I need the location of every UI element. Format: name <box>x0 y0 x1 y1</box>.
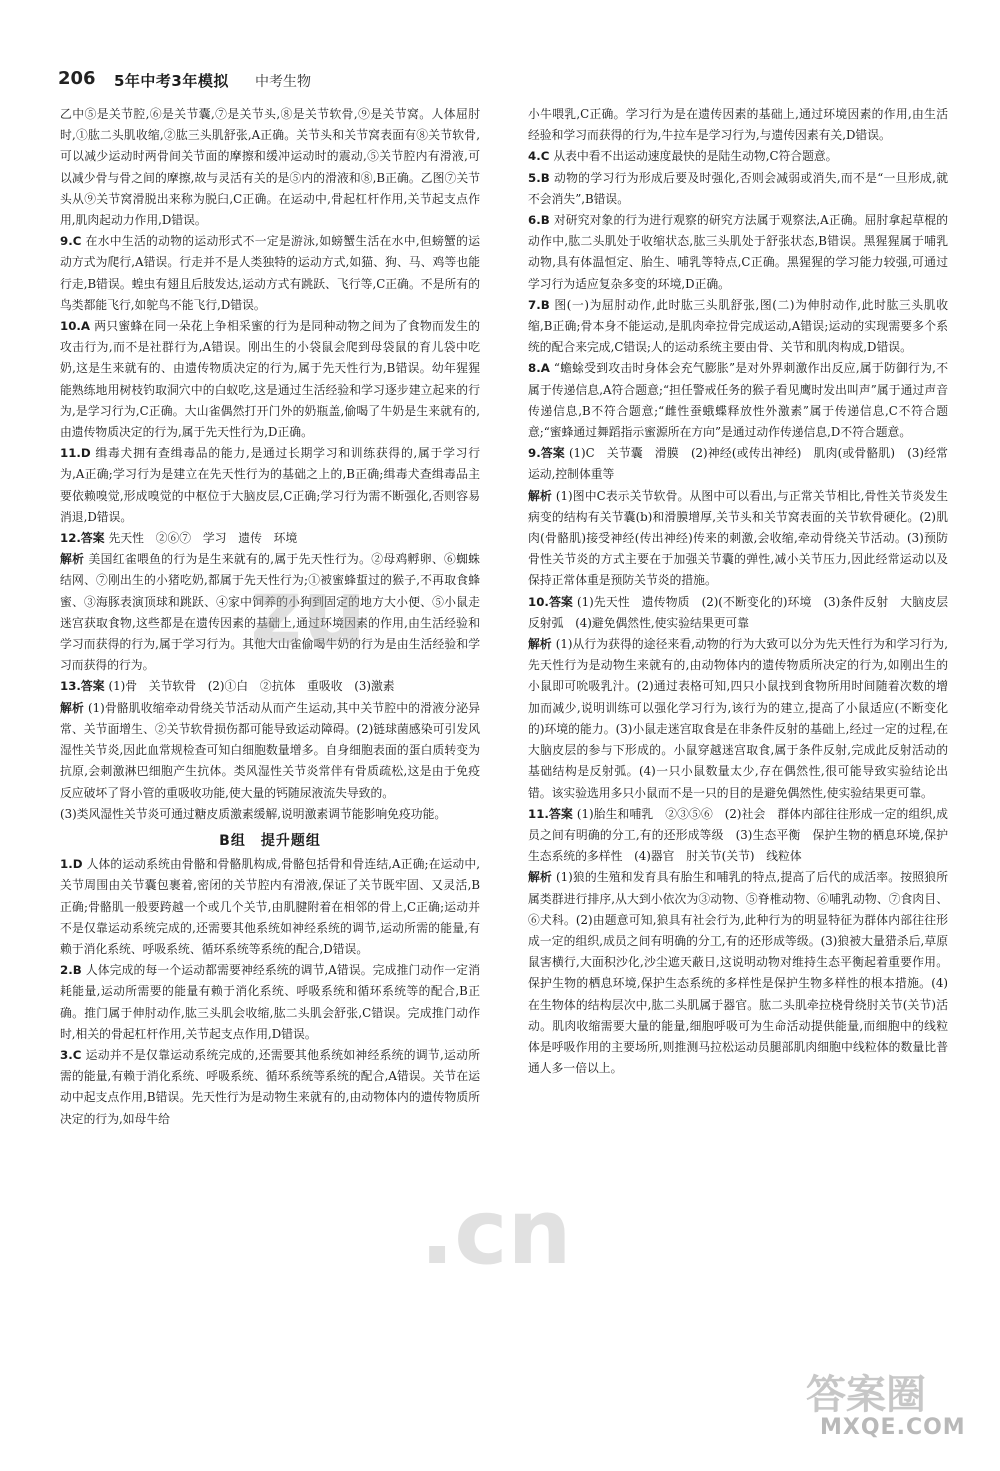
watermark-overlay-1: zu <box>250 560 367 665</box>
item-number: 3.C <box>60 1047 82 1062</box>
item-text: 缉毒犬拥有查缉毒品的能力,是通过长期学习和训练获得的,属于学习行为,A正确;学习行为是建立在先天性行为的基础之上的,B正确;缉毒犬查缉毒品主要依赖嗅觉,形成嗅觉的中枢位于大脑皮层,C正确;学习行为需不断强化,否则容易消退,D错误。 <box>60 446 480 524</box>
item-number: 9.C <box>60 234 82 249</box>
item-number: 7.B <box>528 297 550 312</box>
analysis-label: 解析 <box>60 700 84 715</box>
answer-item-7 <box>528 295 948 359</box>
answer-item-4 <box>528 146 948 167</box>
answer-label: 答案 <box>548 806 573 821</box>
book-title: 5年中考3年模拟 <box>114 72 229 90</box>
answer-item-6 <box>528 210 948 295</box>
answer-item-r9 <box>528 443 948 591</box>
watermark-site: MXQE.COM <box>820 1415 966 1440</box>
item-text: 人体完成的每一个运动都需要神经系统的调节,A错误。完成推门动作一定消耗能量,运动所需要的能量有赖于消化系统、呼吸系统和循环系统等的配合,B正确。推门属于伸肘动作,肱三头肌会收缩,肱二头肌会舒张,C错误。完成推门动作时,相关的骨起杠杆作用,关节起支点作用,D错误。 <box>60 963 480 1041</box>
item-text: 运动并不是仅靠运动系统完成的,还需要其他系统如神经系统的调节,运动所需的能量,有赖于消化系统、呼吸系统、循环系统等系统的配合,A错误。关节在运动中起支点作用,B错误。先天性行为是动物生来就有的,由动物体内的遗传物质所决定的行为,如母牛给 <box>60 1047 480 1126</box>
continued-answer: 小牛喂乳,C正确。学习行为是在遗传因素的基础上,通过环境因素的作用,由生活经验和学习而获得的行为,牛拉车是学习行为,与遗传因素有关,D错误。 <box>528 107 948 143</box>
analysis-label: 解析 <box>528 488 552 503</box>
item-number: 4.C <box>528 149 550 164</box>
item-number: 12. <box>60 531 81 546</box>
item-number: 11.D <box>60 446 91 461</box>
item-number: 2.B <box>60 963 82 978</box>
page-number: 206 <box>58 68 96 89</box>
answer-item-8 <box>528 358 948 443</box>
answer-item-11 <box>60 443 480 528</box>
watermark-overlay-2: .cn <box>420 1180 572 1285</box>
continued-answer: 乙中⑤是关节腔,⑥是关节囊,⑦是关节头,⑧是关节软骨,⑨是关节窝。人体屈肘时,①肱二头肌收缩,②肱三头肌舒张,A正确。关节头和关节窝表面有⑧关节软骨,可以减少运动时两骨间关节面的摩擦和缓冲运动时的震动,⑤关节腔内有滑液,可以减少骨与骨之间的摩擦,故与灵活有关的是⑤内的滑液和⑧,B正确。乙图⑦关节头从⑨关节窝滑脱出来称为脱臼,C正确。在运动中,骨起杠杆作用,关节起支点作用,肌肉起动力作用,D错误。 <box>60 107 480 228</box>
item-text: 动物的学习行为形成后要及时强化,否则会减弱或消失,而不是“一旦形成,就不会消失”,B错误。 <box>528 170 948 206</box>
item-number: 1.D <box>60 857 83 872</box>
analysis-text: 美国红雀喂鱼的行为是生来就有的,属于先天性行为。②母鸡孵卵、⑥蜘蛛结网、⑦刚出生的小猪吃奶,都属于先天性行为;①被蜜蜂蜇过的猴子,不再取食蜂蜜、③海豚表演顶球和跳跃、④家中饲养的小狗到固定的地方大小便、⑤小鼠走迷宫获取食物,这些都是在遗传因素的基础上,通过环境因素的作用,由生活经验和学习而获得的行为,属于学习行为。其他大山雀偷喝牛奶的行为是由生活经验和学习而获得的行为。 <box>60 552 480 673</box>
item-number: 6.B <box>528 213 550 228</box>
answer-item-10 <box>60 316 480 443</box>
right-column <box>528 104 960 1079</box>
item-text: 从表中看不出运动速度最快的是陆生动物,C符合题意。 <box>553 149 838 164</box>
left-column <box>60 104 480 1130</box>
subject-label: 中考生物 <box>255 74 311 90</box>
analysis-label: 解析 <box>528 870 552 885</box>
item-number: 5.B <box>528 170 550 185</box>
item-text: “蟾蜍受到攻击时身体会充气膨胀”是对外界刺激作出反应,属于防御行为,不属于传递信息,A符合题意;“担任警戒任务的猴子看见鹰时发出叫声”属于通过声音传递信息,B不符合题意;“雌性蚕蛾蝶释放性外激素”属于传递信息,C不符合题意;“蜜蜂通过舞蹈指示蜜源所在方向”是通过动作传递信息,D不符合题意。 <box>528 361 948 440</box>
analysis-text: (1)骨骼肌收缩牵动骨绕关节活动从而产生运动,其中关节腔中的滑液分泌异常、关节面增生、②关节软骨损伤都可能导致运动障碍。(2)链球菌感染可引发风湿性关节炎,因此血常规检查可知白细胞数量增多。自身细胞表面的蛋白质转变为抗原,会刺激淋巴细胞产生抗体。类风湿性关节炎常伴有骨质疏松,这是由于免疫反应破坏了肾小管的重吸收功能,使大量的钙随尿液流失导致的。 <box>60 700 480 800</box>
analysis-label: 解析 <box>528 637 552 652</box>
answer-item-9 <box>60 231 480 316</box>
answer-label: 答案 <box>80 679 105 694</box>
analysis-text: (1)狼的生殖和发育具有胎生和哺乳的特点,提高了后代的成活率。按照狼所属类群进行排序,从大到小依次为③动物、⑤脊椎动物、⑥哺乳动物、⑦食肉目、⑥犬科。(2)由题意可知,狼具有社会行为,此种行为的明显特征为群体内部往往形成一定的组织,成员之间有明确的分工,有的还形成等级。(3)狼被大量猎杀后,草原鼠害横行,大面积沙化,沙尘遮天蔽日,这说明动物对维持生态平衡起着重要作用。保护生物的栖息环境,保护生态系统的多样性是保护生物多样性的根本措施。(4)在生物体的结构层次中,肱二头肌属于器官。肱二头肌牵拉桡骨绕肘关节(关节)活动。肌肉收缩需要大量的能量,细胞呼吸可为生命活动提供能量,而细胞中的线粒体是呼吸作用的主要场所,则推测马拉松运动员腿部肌肉细胞中线粒体的数量比普通人多一倍以上。 <box>528 870 948 1076</box>
item-text: 图(一)为屈肘动作,此时肱三头肌舒张,图(二)为伸肘动作,此时肱三头肌收缩,B正确;骨本身不能运动,是肌肉牵拉骨完成运动,A错误;运动的实现需要多个系统的配合来完成,C错误;人的运动系统主要由骨、关节和肌肉构成,D错误。 <box>528 297 948 355</box>
analysis-text: (1)图中C表示关节软骨。从图中可以看出,与正常关节相比,骨性关节炎发生病变的结构有关节囊(b)和滑膜增厚,关节头和关节窝表面的关节软骨硬化。(2)肌肉(骨骼肌)接受神经(传出神经)传来的刺激,会收缩,牵动骨绕关节活动。(3)预防骨性关节炎的方式主要在于加强关节囊的弹性,减小关节压力,因此经常运动以及保持正常体重是预防关节炎的措施。 <box>528 488 948 588</box>
item-text: 对研究对象的行为进行观察的研究方法属于观察法,A正确。屈肘拿起草棍的动作中,肱二头肌处于收缩状态,肱三头肌处于舒张状态,B错误。黑猩猩属于哺乳动物,具有体温恒定、胎生、哺乳等特点,C正确。黑猩猩的学习能力较强,可通过学习行为适应复杂多变的环境,D正确。 <box>528 213 948 291</box>
answer-label: 答案 <box>540 446 565 461</box>
answer-text: (1)先天性 遗传物质 (2)(不断变化的)环境 (3)条件反射 大脑皮层 反射弧 (4)避免偶然性,使实验结果更可靠 <box>528 594 960 630</box>
answer-item-b3 <box>60 1045 480 1130</box>
item-text: 在水中生活的动物的运动形式不一定是游泳,如螃蟹生活在水中,但螃蟹的运动方式为爬行,A错误。行走并不是人类独特的运动方式,如猫、狗、马、鸡等也能行走,B错误。蝗虫有翅且后肢发达,运动方式有跳跃、飞行等,C正确。不是所有的鸟类都能飞行,如鸵鸟不能飞行,D错误。 <box>60 234 480 312</box>
item-number: 13. <box>60 679 81 694</box>
answer-label: 答案 <box>80 531 105 546</box>
item-number: 11. <box>528 806 549 821</box>
answer-text: 先天性 ②⑥⑦ 学习 遗传 环境 <box>108 531 298 546</box>
item-number: 10. <box>528 594 549 609</box>
item-number: 10.A <box>60 319 91 334</box>
item-number: 9. <box>528 446 541 461</box>
answer-item-b1 <box>60 854 480 960</box>
item-text: 两只蜜蜂在同一朵花上争相采蜜的行为是同种动物之间为了食物而发生的攻击行为,而不是社群行为,A错误。刚出生的小袋鼠会爬到母袋鼠的育儿袋中吃奶,这是生来就有的、由遗传物质决定的行为,属于先天性行为,B错误。幼年猩猩能熟练地用树枝钓取洞穴中的白蚁吃,这是通过生活经验和学习逐步建立起来的行为,是学习行为,C正确。大山雀偶然打开门外的奶瓶盖,偷喝了牛奶是生来就有的,由遗传物质决定的行为,属于先天性行为,D正确。 <box>60 319 480 440</box>
answer-text: (1)骨 关节软骨 (2)①白 ②抗体 重吸收 (3)激素 <box>108 679 395 694</box>
section-heading: B组 提升题组 <box>219 832 321 849</box>
page-header <box>30 64 970 98</box>
answer-text: (1)C 关节囊 滑膜 (2)神经(或传出神经) 肌肉(或骨骼肌) (3)经常运动,控制体重等 <box>528 446 948 482</box>
analysis-label: 解析 <box>60 552 85 567</box>
watermark-logo: 答案圈 <box>806 1372 926 1418</box>
item-text: 人体的运动系统由骨骼和骨骼肌构成,骨骼包括骨和骨连结,A正确;在运动中,关节周围由关节囊包裹着,密闭的关节腔内有滑液,保证了关节既牢固、又灵活,B正确;骨骼肌一般要跨越一个或几个关节,由肌腱附着在相邻的骨上,C正确;运动并不是仅靠运动系统完成的,还需要其他系统如神经系统的调节,运动所需的能量,有赖于消化系统、呼吸系统、循环系统等系统的配合,D错误。 <box>60 857 480 956</box>
answer-text: (1)胎生和哺乳 ②③⑤⑥ (2)社会 群体内部往往形成一定的组织,成员之间有明确的分工,有的还形成等级 (3)生态平衡 保护生物的栖息环境,保护生态系统的多样性 (4)器官 肘关节(关节) 线粒体 <box>528 806 948 864</box>
answer-label: 答案 <box>548 594 574 609</box>
item-number: 8.A <box>528 361 550 376</box>
analysis-text: (1)从行为获得的途径来看,动物的行为大致可以分为先天性行为和学习行为,先天性行为是动物生来就有的,由动物体内的遗传物质所决定的行为,如刚出生的小鼠即可吮吸乳汁。(2)通过表格可知,四只小鼠找到食物所用时间随着次数的增加而减少,说明训练可以强化学习行为,该行为的建立,提高了小鼠适应(不断变化的)环境的能力。(3)小鼠走迷宫取食是在非条件反射的基础上,经过一定的过程,在大脑皮层的参与下形成的。小鼠穿越迷宫取食,属于条件反射,完成此反射活动的基础结构是反射弧。(4)一只小鼠数量太少,存在偶然性,很可能导致实验结论出错。该实验选用多只小鼠而不是一只的目的是避免偶然性,使实验结果更可靠。 <box>528 637 948 800</box>
answer-item-b2 <box>60 960 480 1045</box>
analysis-text-2: (3)类风湿性关节炎可通过糖皮质激素缓解,说明激素调节能影响免疫功能。 <box>60 806 447 821</box>
answer-item-12 <box>60 528 480 676</box>
answer-item-13 <box>60 676 480 824</box>
answer-item-5 <box>528 168 948 210</box>
answer-item-r11 <box>528 804 948 1080</box>
answer-item-r10 <box>528 592 960 804</box>
